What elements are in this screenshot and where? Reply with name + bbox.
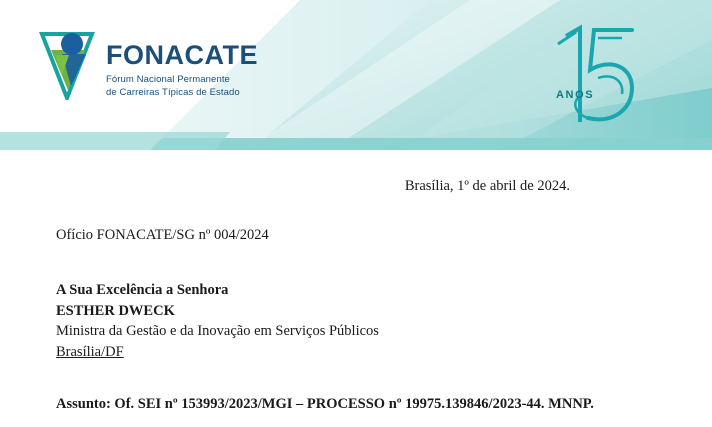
seal-anos-label: ANOS (556, 89, 595, 101)
addressee-name: ESTHER DWECK (56, 302, 175, 319)
logo-tagline-line1: Fórum Nacional Permanente (106, 74, 230, 85)
seal-15-icon (536, 18, 646, 136)
letterhead-banner (0, 0, 712, 150)
fonacate-logo-text (106, 28, 258, 100)
document-reference-number: Ofício FONACATE/SG nº 004/2024 (56, 227, 269, 244)
logo-wordmark: FONACATE (106, 40, 258, 70)
addressee-salutation: A Sua Excelência a Senhora (56, 282, 229, 299)
document-body (0, 176, 712, 415)
addressee-block (56, 280, 656, 362)
addressee-location: Brasília/DF (56, 343, 124, 360)
addressee-title: Ministra da Gestão e da Inovação em Serviços Públicos (56, 323, 379, 340)
anniversary-seal (536, 18, 646, 136)
fonacate-logo (38, 28, 258, 100)
place-and-date: Brasília, 1º de abril de 2024. (404, 178, 570, 194)
logo-tagline-line2: de Carreiras Típicas de Estado (106, 86, 240, 98)
fonacate-logo-mark-icon (38, 28, 96, 100)
document-subject: Assunto: Of. SEI nº 153993/2023/MGI – PROCESSO nº 19975.139846/2023-44. MNNP. (56, 396, 594, 413)
